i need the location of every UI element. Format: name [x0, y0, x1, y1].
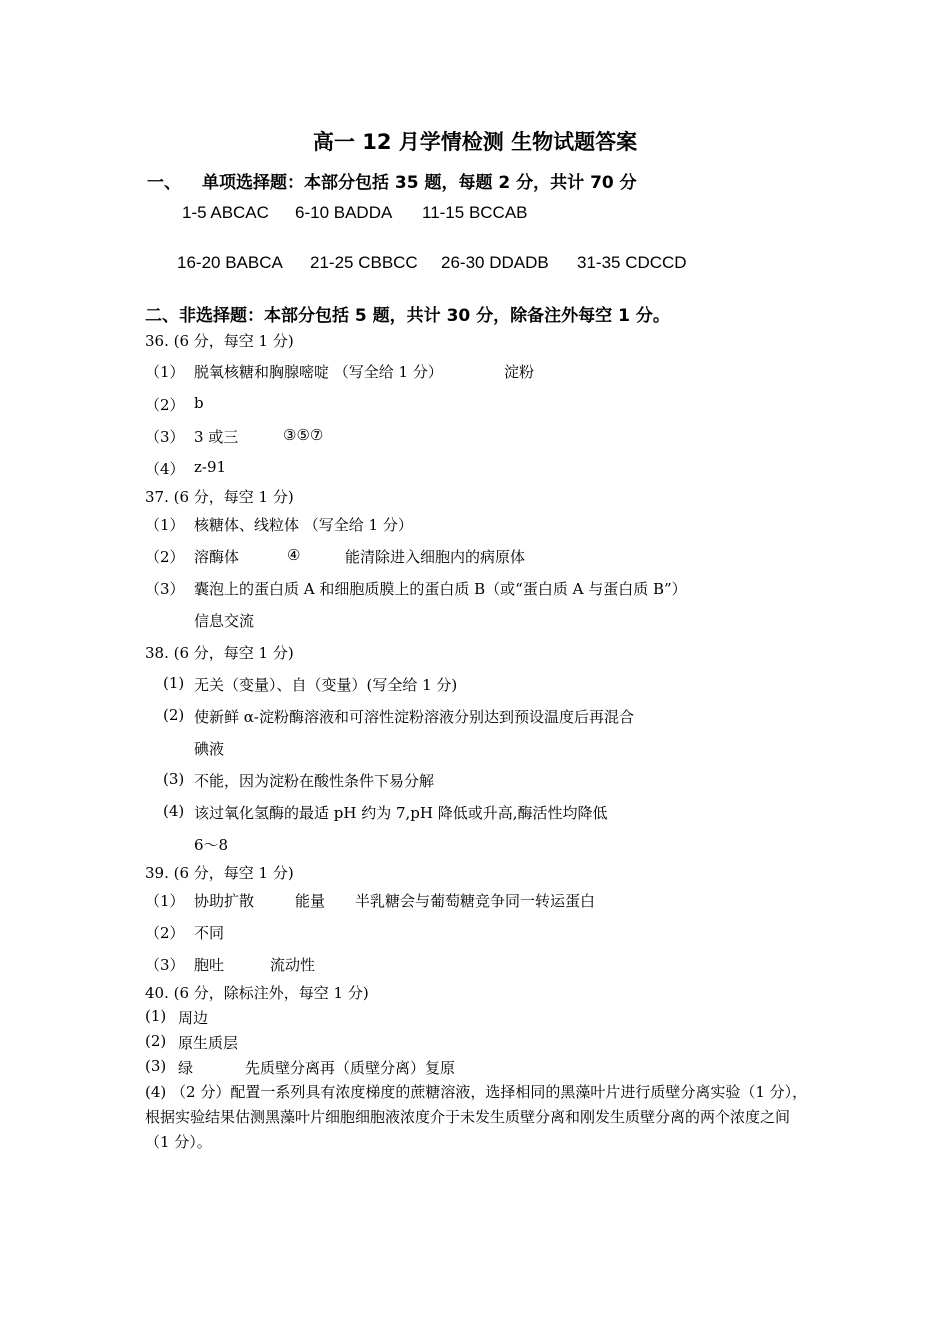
q39-heading: 39. (6 分，每空 1 分)	[145, 864, 294, 882]
q40-heading: 40. (6 分，除标注外，每空 1 分)	[145, 984, 369, 1002]
part2-heading: 二、非选择题：本部分包括 5 题，共计 30 分，除备注外每空 1 分。	[145, 306, 670, 326]
q37-2-answer: 溶酶体	[194, 548, 240, 566]
q36-3-answer: 3 或三	[194, 428, 239, 446]
q38-3-number: (3)	[163, 770, 185, 788]
q36-2-number: （2）	[145, 396, 185, 414]
part1-heading: 单项选择题：本部分包括 35 题，每题 2 分，共计 70 分	[202, 173, 637, 193]
q39-1-answer-2: 能量	[295, 892, 326, 910]
q36-1-number: （1）	[145, 363, 185, 381]
q40-3-answer-2: 先质壁分离再（质壁分离）复原	[245, 1059, 456, 1077]
q40-3-answer: 绿	[178, 1059, 194, 1077]
q37-3-number: （3）	[145, 580, 185, 598]
q37-3-answer-2: 信息交流	[194, 612, 255, 630]
q36-1-answer-2: 淀粉	[504, 363, 535, 381]
q37-3-answer: 囊泡上的蛋白质 A 和细胞质膜上的蛋白质 B（或“蛋白质 A 与蛋白质 B”）	[194, 580, 687, 598]
q38-4-answer: 该过氧化氢酶的最适 pH 约为 7,pH 降低或升高,酶活性均降低	[194, 804, 608, 822]
answer-group-31-35: 31-35 CDCCD	[577, 253, 687, 272]
q38-4-number: (4)	[163, 802, 185, 820]
q36-1-answer: 脱氧核糖和胸腺嘧啶 （写全给 1 分）	[194, 363, 443, 381]
answer-group-26-30: 26-30 DDADB	[441, 253, 549, 272]
q38-1-number: (1)	[163, 674, 185, 692]
q37-heading: 37. (6 分，每空 1 分)	[145, 488, 294, 506]
q38-2-answer: 使新鲜 α-淀粉酶溶液和可溶性淀粉溶液分别达到预设温度后再混合	[194, 708, 634, 726]
q38-2-answer-2: 碘液	[194, 740, 225, 758]
q40-4-answer: (4) （2 分）配置一系列具有浓度梯度的蔗糖溶液，选择相同的黑藻叶片进行质壁分离实验（1 分），根据实验结果估测黑藻叶片细胞细胞液浓度介于未发生质壁分离和刚发生质壁分离的两个浓度之间（1 分）。	[145, 1083, 808, 1151]
q36-3-number: （3）	[145, 428, 185, 446]
q39-3-number: （3）	[145, 956, 185, 974]
q36-2-answer: b	[194, 394, 204, 412]
q39-1-number: （1）	[145, 892, 185, 910]
q39-3-answer: 胞吐	[194, 956, 225, 974]
q38-1-answer: 无关（变量）、自（变量）(写全给 1 分)	[194, 676, 458, 694]
q36-4-answer: z-91	[194, 458, 227, 476]
q39-2-answer: 不同	[194, 924, 225, 942]
q39-2-number: （2）	[145, 924, 185, 942]
q39-1-answer-3: 半乳糖会与葡萄糖竞争同一转运蛋白	[355, 892, 596, 910]
q38-2-number: (2)	[163, 706, 185, 724]
q40-3-number: (3)	[145, 1057, 167, 1075]
answer-group-1-5: 1-5 ABCAC	[182, 203, 269, 222]
page-title: 高一 12 月学情检测 生物试题答案	[312, 130, 638, 154]
q40-1-answer: 周边	[178, 1009, 209, 1027]
q36-3-answer-2: ③⑤⑦	[283, 426, 324, 444]
q36-4-number: （4）	[145, 460, 185, 478]
q37-1-answer: 核糖体、线粒体 （写全给 1 分）	[194, 516, 413, 534]
q40-1-number: (1)	[145, 1007, 167, 1025]
q40-2-number: (2)	[145, 1032, 167, 1050]
answer-group-6-10: 6-10 BADDA	[295, 203, 393, 222]
q36-heading: 36. (6 分，每空 1 分)	[145, 332, 294, 350]
q40-2-answer: 原生质层	[178, 1034, 239, 1052]
q39-3-answer-2: 流动性	[270, 956, 316, 974]
answer-group-16-20: 16-20 BABCA	[177, 253, 283, 272]
answer-group-11-15: 11-15 BCCAB	[422, 203, 528, 222]
q38-3-answer: 不能，因为淀粉在酸性条件下易分解	[194, 772, 435, 790]
q37-2-answer-2: ④	[287, 546, 301, 564]
part1-number: 一、	[147, 173, 181, 193]
q37-1-number: （1）	[145, 516, 185, 534]
q39-1-answer: 协助扩散	[194, 892, 255, 910]
answer-group-21-25: 21-25 CBBCC	[310, 253, 418, 272]
q37-2-number: （2）	[145, 548, 185, 566]
q38-4-answer-2: 6～8	[194, 836, 229, 854]
q37-2-answer-3: 能清除进入细胞内的病原体	[345, 548, 526, 566]
q38-heading: 38. (6 分，每空 1 分)	[145, 644, 294, 662]
